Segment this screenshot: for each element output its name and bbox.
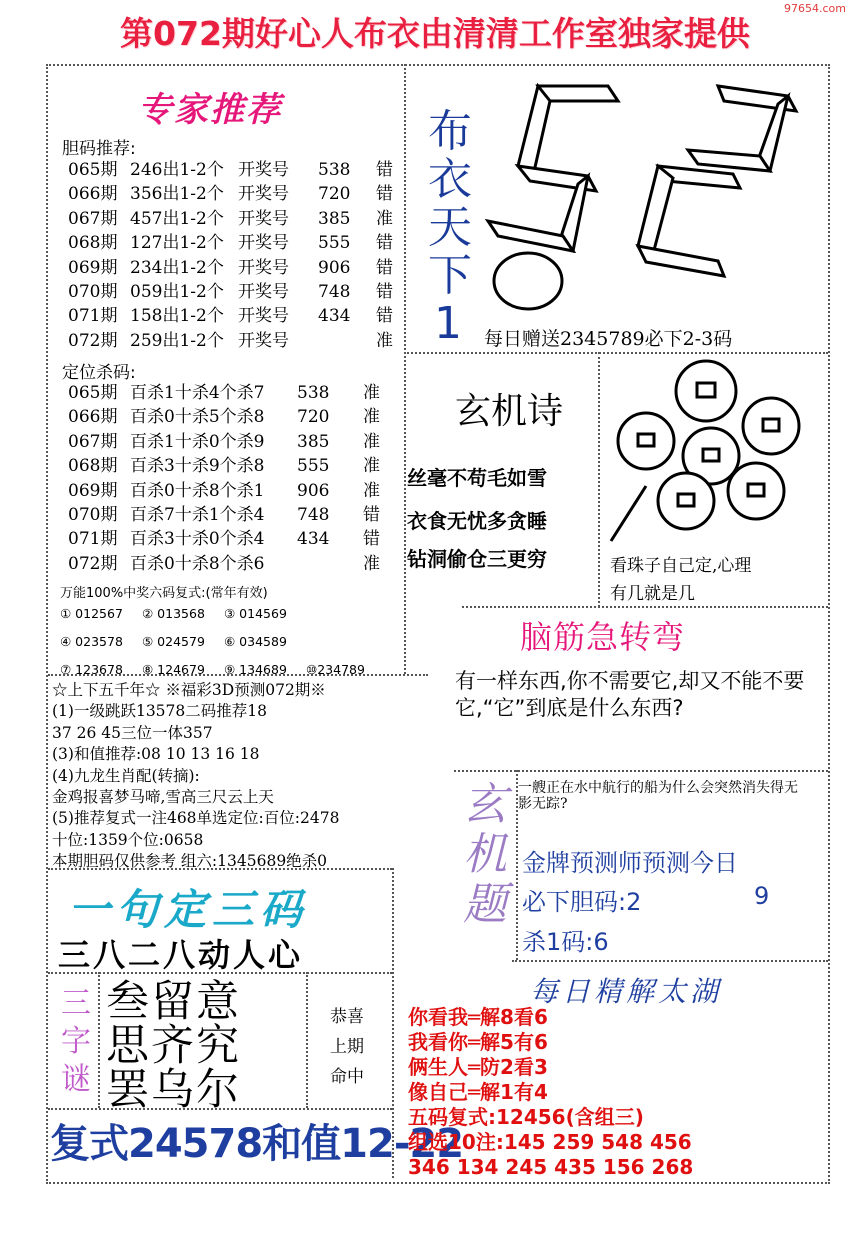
- poem-line: 丝毫不苟毛如雪: [407, 466, 547, 490]
- beads-hint-line: 有几就是几: [610, 584, 695, 604]
- dan-row-cell: 错: [376, 282, 393, 303]
- kill-row-cell: 748: [297, 505, 330, 526]
- beads-hint-line: 看珠子自己定,心理: [610, 556, 752, 576]
- dan-row-cell: 127出1-2个: [130, 233, 224, 254]
- beads-hint: [610, 552, 810, 608]
- forecast-line: 37 26 45三位一体357: [52, 723, 213, 742]
- dan-row-cell: 720: [318, 184, 351, 205]
- dan-row: [68, 158, 406, 182]
- poem-line: 衣食无忧多贪睡: [407, 509, 547, 533]
- gold-kill: 杀1码:6: [522, 928, 609, 956]
- dan-row-cell: [318, 329, 376, 353]
- dan-row-cell: 234出1-2个: [130, 257, 224, 278]
- combo-item: ⑦ 123678: [60, 662, 123, 677]
- dan-row-cell: 错: [376, 160, 393, 180]
- dan-row-cell: 开奖号: [238, 184, 289, 205]
- sanzi-char: 谜: [61, 1062, 91, 1097]
- taihu-title: 每日精解太湖: [530, 975, 723, 1008]
- dan-row: [68, 329, 406, 353]
- forecast-line: (4)九龙生肖配(转摘):: [52, 766, 200, 785]
- kill-row-cell: 百杀3十杀9个杀8: [130, 456, 265, 477]
- dan-row-cell: 开奖号: [238, 330, 289, 351]
- combo-item: ① 012567: [60, 606, 123, 621]
- divider-congrats: [306, 972, 308, 1108]
- solution-line: 346 134 245 435 156 268: [408, 1155, 694, 1179]
- divider-poem: [598, 352, 600, 607]
- sanzi-char: 字: [61, 1024, 91, 1059]
- solution-line: 俩生人═防2看3: [408, 1055, 548, 1079]
- divider-over-xuanji: [454, 770, 828, 772]
- gold-dan-second: 9: [754, 882, 770, 910]
- dan-row-cell: 开奖号: [238, 306, 289, 327]
- kill-row-cell: 准: [363, 383, 380, 403]
- dan-row-cell: 259出1-2个: [130, 330, 224, 351]
- dan-row-cell: 434: [318, 306, 351, 327]
- boat-riddle: 一艘正在水中航行的船为什么会突然消失得无影无踪?: [518, 780, 798, 812]
- dan-row-cell: 开奖号: [238, 257, 289, 278]
- dan-row-cell: 555: [318, 233, 351, 254]
- forecast-line: (5)推荐复式一注468单选定位:百位:2478: [52, 809, 340, 828]
- right-border: [828, 64, 830, 1184]
- sanzi-label: [56, 985, 96, 1099]
- kill-row-cell: [297, 552, 363, 576]
- divider-sanzi: [98, 972, 100, 1108]
- vertical-char: 下: [428, 250, 472, 301]
- kill-row-cell: 百杀1十杀0个杀9: [130, 431, 265, 452]
- dan-row-cell: 开奖号: [238, 160, 289, 180]
- xuanji-label: [458, 780, 512, 930]
- riddle-chars: [106, 977, 241, 1115]
- dan-row-cell: 072期: [68, 330, 118, 351]
- gold-title: 金牌预测师预测今日: [522, 849, 738, 877]
- divider-under-gift: [404, 352, 828, 354]
- riddle-text: 有一样东西,你不需要它,却又不能不要它,“它”到底是什么东西?: [455, 669, 805, 720]
- dan-row: [68, 256, 406, 280]
- dan-row-cell: 067期: [68, 208, 118, 229]
- combo-item: ⑥ 034589: [224, 634, 287, 649]
- kill-row: [68, 381, 393, 405]
- solution-line: 五码复式:12456(含组三): [408, 1105, 644, 1129]
- kill-row: [68, 552, 393, 576]
- dan-row-cell: 748: [318, 282, 351, 303]
- riddle-chars-line: 叁留意: [106, 977, 241, 1027]
- kill-row-cell: 385: [297, 431, 330, 452]
- page-title: 第072期好心人布衣由清清工作室独家提供: [120, 14, 750, 53]
- kill-row-cell: 准: [363, 456, 380, 477]
- sanzi-char: 三: [61, 986, 91, 1021]
- dan-row-cell: 错: [376, 257, 393, 278]
- dan-row-cell: 错: [376, 233, 393, 254]
- kill-row-cell: 准: [363, 553, 380, 574]
- site-watermark: 97654.com: [784, 2, 846, 15]
- dan-row: [68, 207, 406, 231]
- congrats-line: 命中: [330, 1067, 364, 1087]
- combo-title: 万能100%中奖六码复式:(常年有效): [60, 586, 268, 601]
- kill-row-cell: 065期: [68, 383, 118, 403]
- dan-row-cell: 开奖号: [238, 282, 289, 303]
- combo-item: ⑤ 024579: [142, 634, 205, 649]
- xuanji-char: 题: [463, 879, 507, 930]
- kill-row-cell: 准: [363, 407, 380, 428]
- forecast-line: 十位:1359个位:0658: [52, 830, 204, 849]
- kill-row-cell: 百杀0十杀8个杀1: [130, 480, 265, 501]
- kill-row: [68, 454, 393, 478]
- dan-row: [68, 280, 406, 304]
- kill-row-cell: 百杀0十杀5个杀8: [130, 407, 265, 428]
- taihu-solutions: [408, 1005, 693, 1180]
- forecast-block: [52, 680, 339, 873]
- kill-row-cell: 555: [297, 456, 330, 477]
- kill-row-cell: 070期: [68, 505, 118, 526]
- dan-row-cell: 059出1-2个: [130, 282, 224, 303]
- kill-row-cell: 071期: [68, 529, 118, 550]
- dan-row-cell: 065期: [68, 160, 118, 180]
- dan-row-cell: 开奖号: [238, 208, 289, 229]
- sanma-phrase: 三八二八动人心: [58, 936, 304, 974]
- gold-dan: 必下胆码:2: [522, 888, 642, 916]
- combo-row: [60, 600, 388, 628]
- dan-row-cell: 385: [318, 208, 351, 229]
- kill-row-cell: 错: [363, 529, 380, 550]
- riddle-chars-line: 罢乌尔: [106, 1065, 241, 1115]
- forecast-line: 金鸡报喜梦马啼,雪高三尺云上天: [52, 788, 274, 807]
- kill-row: [68, 405, 393, 429]
- sanma-title: 一句定三码: [68, 885, 309, 934]
- combo-row: [60, 628, 388, 656]
- kill-row-cell: 067期: [68, 431, 118, 452]
- kill-row-cell: 百杀3十杀0个杀4: [130, 529, 265, 550]
- kill-row: [68, 479, 393, 503]
- kill-row-cell: 720: [297, 407, 330, 428]
- dan-row-cell: 错: [376, 306, 393, 327]
- kill-row: [68, 430, 393, 454]
- dan-row-cell: 准: [376, 330, 393, 351]
- dan-row: [68, 182, 406, 206]
- bottom-border: [46, 1182, 830, 1184]
- dan-row-cell: 066期: [68, 184, 118, 205]
- xuanji-char: 机: [463, 829, 507, 880]
- xuanji-char: 玄: [463, 779, 507, 830]
- kill-row: [68, 503, 393, 527]
- gift-text: 每日赠送2345789必下2-3码: [484, 328, 733, 350]
- solution-line: 组选10注:145 259 548 456: [408, 1130, 692, 1154]
- kill-row-cell: 百杀1十杀4个杀7: [130, 383, 265, 403]
- dan-row-cell: 071期: [68, 306, 118, 327]
- kill-row: [68, 527, 393, 551]
- divider-over-taihu: [512, 960, 828, 962]
- dan-label: 胆码推荐:: [62, 139, 136, 159]
- combo-item: ② 013568: [142, 606, 205, 621]
- dan-table: [68, 158, 406, 353]
- kill-row-cell: 434: [297, 529, 330, 550]
- combo-item: ③ 014569: [224, 606, 287, 621]
- left-border: [46, 64, 48, 1184]
- dan-row-cell: 错: [376, 184, 393, 205]
- brain-title: 脑筋急转弯: [520, 618, 686, 656]
- dan-row-cell: 356出1-2个: [130, 184, 224, 205]
- hint-illustration-icon: [478, 66, 818, 326]
- combo-item: ④ 023578: [60, 634, 123, 649]
- kill-row-cell: 066期: [68, 407, 118, 428]
- riddle-chars-line: 思齐究: [106, 1021, 241, 1071]
- kill-row-cell: 准: [363, 431, 380, 452]
- solution-line: 我看你═解5有6: [408, 1030, 548, 1054]
- kill-table: [68, 381, 393, 576]
- solution-line: 像自己═解1有4: [408, 1080, 548, 1104]
- forecast-line: (3)和值推荐:08 10 13 16 18: [52, 745, 260, 764]
- kill-row-cell: 538: [297, 383, 330, 403]
- forecast-line: 本期胆码仅供参考 组六:1345689绝杀0: [52, 852, 328, 871]
- dan-row: [68, 231, 406, 255]
- dan-row-cell: 457出1-2个: [130, 208, 224, 229]
- coin-beads-icon: [606, 356, 806, 546]
- kill-row-cell: 072期: [68, 553, 118, 574]
- kill-row-cell: 906: [297, 480, 330, 501]
- forecast-line: (1)一级跳跃13578二码推荐18: [52, 702, 267, 721]
- combo-item: ⑩234789: [306, 662, 365, 677]
- dan-row-cell: 070期: [68, 282, 118, 303]
- kill-row-cell: 069期: [68, 480, 118, 501]
- kill-row-cell: 百杀7十杀1个杀4: [130, 505, 265, 526]
- kill-row-cell: 准: [363, 480, 380, 501]
- dan-row-cell: 906: [318, 257, 351, 278]
- fushi-banner: 复式24578和值12-22: [50, 1121, 464, 1167]
- dan-row-cell: 246出1-2个: [130, 160, 224, 180]
- congrats-line: 恭喜: [330, 1007, 364, 1027]
- vertical-title: [428, 106, 472, 349]
- dan-row-cell: 158出1-2个: [130, 306, 224, 327]
- vertical-char: 布: [428, 106, 472, 157]
- forecast-line: ☆上下五千年☆ ※福彩3D预测072期※: [52, 681, 326, 699]
- vertical-char: 1: [434, 298, 462, 349]
- dan-row-cell: 538: [318, 160, 351, 180]
- dan-row-cell: 准: [376, 208, 393, 229]
- kill-row-cell: 百杀0十杀8个杀6: [130, 553, 265, 574]
- divider-vertical-upper: [404, 64, 406, 674]
- combo-item: ⑨ 134689: [224, 662, 287, 677]
- poem-line: 钻洞偷仓三更穷: [407, 547, 547, 571]
- kill-label: 定位杀码:: [62, 363, 136, 383]
- dan-row-cell: 068期: [68, 233, 118, 254]
- vertical-char: 天: [428, 202, 472, 253]
- dan-row-cell: 069期: [68, 257, 118, 278]
- expert-heading: 专家推荐: [138, 90, 282, 130]
- kill-row-cell: 068期: [68, 456, 118, 477]
- poem-title: 玄机诗: [455, 391, 564, 432]
- solution-line: 你看我═解8看6: [408, 1005, 548, 1029]
- dan-row-cell: 开奖号: [238, 233, 289, 254]
- dan-row: [68, 304, 406, 328]
- combo-item: ⑧ 124679: [142, 662, 205, 677]
- congrats-line: 上期: [330, 1037, 364, 1057]
- combo-list: [60, 600, 388, 684]
- congrats-block: [322, 1002, 372, 1092]
- kill-row-cell: 错: [363, 505, 380, 526]
- vertical-char: 衣: [428, 154, 472, 205]
